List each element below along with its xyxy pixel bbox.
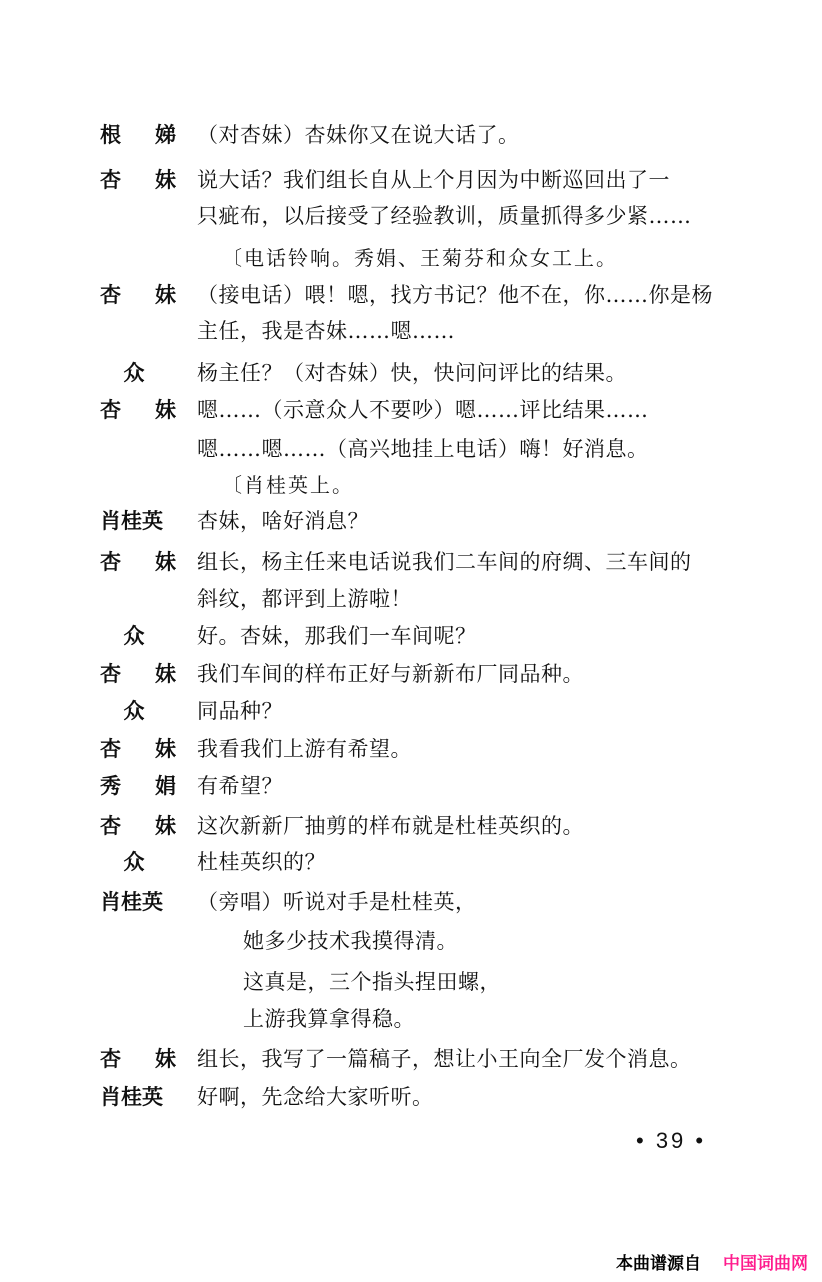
dialog-text: 有希望？ [197,774,283,798]
dialog-line [0,808,822,844]
speaker-name: 肖桂英 [100,1085,163,1109]
stage-direction-text: 〔电话铃响。秀娟、王菊芬和众女工上。 [222,246,618,270]
speaker-name: 肖桂英 [100,509,163,533]
dialog-continuation [0,581,822,617]
dialog-text: 主任，我是杏妹……嗯…… [197,319,455,343]
dialog-text: 嗯……嗯……（高兴地挂上电话）嗨！好消息。 [197,437,649,461]
dialog-text: 这次新新厂抽剪的样布就是杜桂英织的。 [197,814,584,838]
dialog-line [0,693,822,729]
dialog-text: 我看我们上游有希望。 [197,737,412,761]
dialog-text: 杨主任？（对杏妹）快，快问问评比的结果。 [197,361,627,385]
speaker-name: 众 [123,361,145,385]
speaker-name: 众 [123,850,145,874]
verse-line [0,1001,822,1037]
dialog-line [0,117,822,153]
stage-direction-text: 〔肖桂英上。 [222,473,354,497]
dialog-text: 只疵布，以后接受了经验教训，质量抓得多少紧…… [197,204,692,228]
watermark-site-name: 中国词曲网 [723,1254,808,1274]
dialog-text: 杏妹，啥好消息？ [197,509,369,533]
speaker-name: 秀 娟 [100,774,176,798]
dialog-text: 斜纹，都评到上游啦！ [197,587,412,611]
dialog-line [0,544,822,580]
speaker-name: 杏 妹 [100,168,176,192]
dialog-line [0,768,822,804]
dialog-text: （旁唱）听说对手是杜桂英， [197,890,477,914]
dialog-line [0,844,822,880]
speaker-name: 杏 妹 [100,550,176,574]
speaker-name: 杏 妹 [100,737,176,761]
verse-text: 上游我算拿得稳。 [243,1007,415,1031]
speaker-name: 杏 妹 [100,1047,176,1071]
speaker-name: 杏 妹 [100,283,176,307]
dialog-line [0,355,822,391]
dialog-line [0,1041,822,1077]
verse-text: 这真是，三个指头捏田螺， [243,970,501,994]
dialog-line [0,162,822,198]
dialog-line [0,731,822,767]
dialog-text: 说大话？我们组长自从上个月因为中断巡回出了一 [197,168,670,192]
dialog-text: 我们车间的样布正好与新新布厂同品种。 [197,662,584,686]
dialog-continuation [0,431,822,467]
dialog-line [0,618,822,654]
dialog-text: 同品种？ [197,699,283,723]
speaker-name: 根 娣 [100,123,176,147]
dialog-text: 组长，杨主任来电话说我们二车间的府绸、三车间的 [197,550,692,574]
dialog-line [0,656,822,692]
page-number: • 39 • [636,1128,707,1153]
dialog-text: 杜桂英织的？ [197,850,326,874]
dialog-text: （对杏妹）杏妹你又在说大话了。 [197,123,520,147]
verse-line [0,964,822,1000]
dialog-text: 好。杏妹，那我们一车间呢？ [197,624,477,648]
dialog-line [0,884,822,920]
dialog-continuation [0,313,822,349]
dialog-text: 组长，我写了一篇稿子，想让小王向全厂发个消息。 [197,1047,692,1071]
dialog-text: 好啊，先念给大家听听。 [197,1085,434,1109]
stage-direction [0,240,822,276]
dialog-text: 嗯……（示意众人不要吵）嗯……评比结果…… [197,398,649,422]
speaker-name: 肖桂英 [100,890,163,914]
dialog-line [0,1079,822,1115]
dialog-line [0,503,822,539]
speaker-name: 杏 妹 [100,662,176,686]
speaker-name: 杏 妹 [100,398,176,422]
stage-direction [0,467,822,503]
speaker-name: 众 [123,699,145,723]
verse-line [0,923,822,959]
dialog-line [0,277,822,313]
verse-text: 她多少技术我摸得清。 [243,929,458,953]
watermark-source-label: 本曲谱源自 [616,1254,701,1274]
speaker-name: 杏 妹 [100,814,176,838]
dialog-line [0,392,822,428]
speaker-name: 众 [123,624,145,648]
dialog-continuation [0,198,822,234]
dialog-text: （接电话）喂！嗯，找方书记？他不在，你……你是杨 [197,283,713,307]
